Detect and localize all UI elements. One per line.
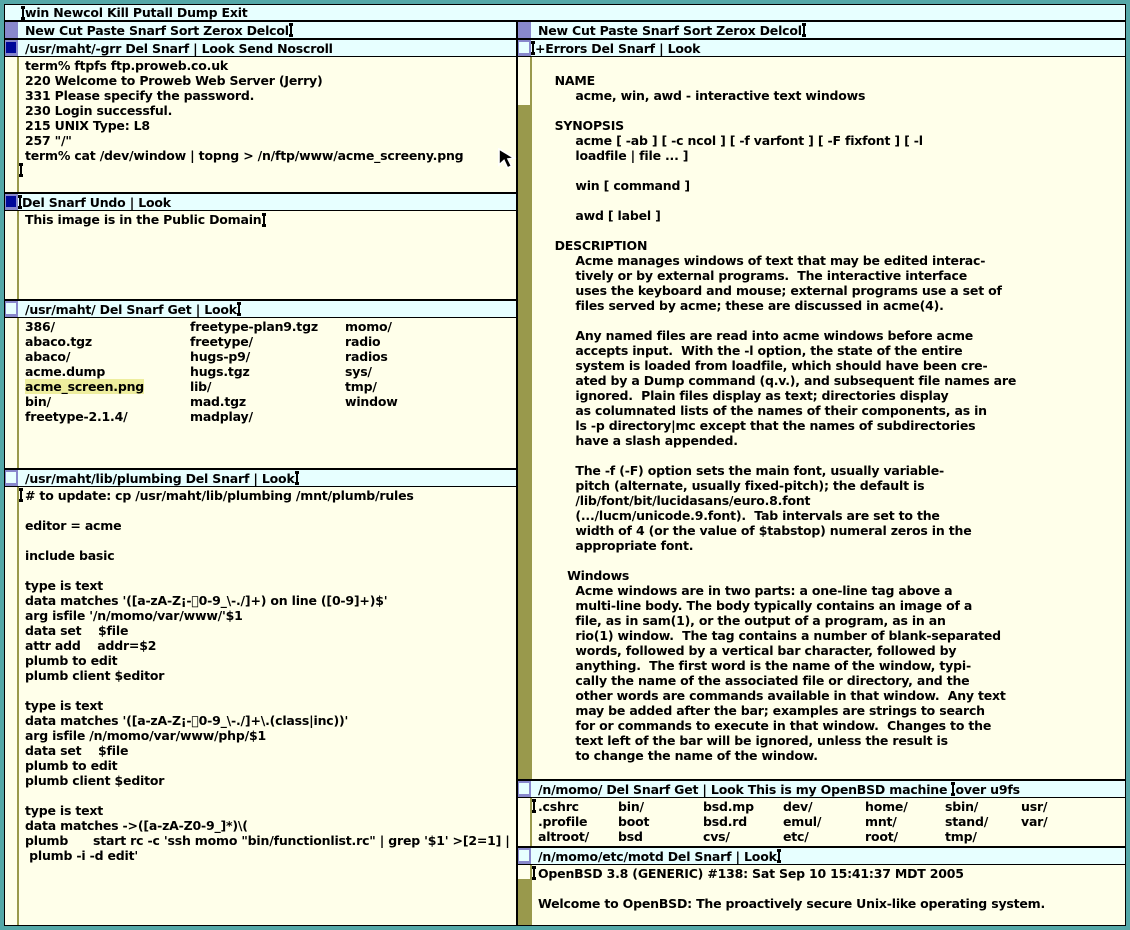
dir-entry[interactable]: bin/	[25, 394, 51, 409]
scrollbar[interactable]	[5, 487, 19, 925]
text-line	[25, 683, 516, 698]
text-line	[25, 563, 516, 578]
text-line: accepts input. With the -l option, the state of the entire	[538, 343, 963, 358]
text-line: appropriate font.	[538, 538, 694, 553]
mouse-pointer	[497, 148, 519, 172]
columns	[5, 22, 1125, 925]
window-motd-body[interactable]	[518, 865, 1125, 925]
dir-entry[interactable]: freetype/	[190, 334, 253, 349]
acme-frame	[4, 4, 1126, 926]
text-line: multi-line body. The body typically contains an image of a	[538, 598, 973, 613]
dir-entry[interactable]: window	[345, 394, 398, 409]
dirty-indicator[interactable]	[518, 848, 531, 864]
dir-entry[interactable]: tmp/	[345, 379, 377, 394]
text-line: Any named files are read into acme windows before acme	[538, 328, 974, 343]
text-line: ls -p directory|mc except that the names of subdirectories	[538, 418, 976, 433]
dir-entry[interactable]: hugs.tgz	[190, 364, 250, 379]
text-line: for or commands to execute in that window. Changes to the	[538, 718, 992, 733]
dir-entry[interactable]: altroot/	[538, 829, 589, 844]
dir-entry[interactable]: acme.dump	[25, 364, 106, 379]
window-errors-body[interactable]	[518, 57, 1125, 779]
dirty-indicator[interactable]	[5, 470, 18, 486]
text-line: uses the keyboard and mouse; external programs use a set of	[538, 283, 1002, 298]
text-line: # to update: cp /usr/maht/lib/plumbing /mnt/plumb/rules	[25, 488, 414, 503]
main-tag[interactable]	[5, 5, 1125, 22]
dirty-indicator[interactable]	[518, 40, 531, 56]
dir-entry[interactable]: bsd	[618, 829, 643, 844]
dir-entry[interactable]: radios	[345, 349, 388, 364]
text-line: /lib/font/bit/lucidasans/euro.8.font	[538, 493, 811, 508]
text-line: (.../lucm/unicode.9.font). Tab intervals are set to the	[538, 508, 940, 523]
text-line: plumb -i -d edit'	[25, 848, 139, 863]
text-line: files served by acme; these are discussed in acme(4).	[538, 298, 944, 313]
text-cursor	[533, 800, 535, 812]
dir-entry[interactable]: madplay/	[190, 409, 253, 424]
text-line: data matches '([a-zA-Z¡-￿0-9_\-./]+) on line ([0-9]+)$'	[25, 593, 388, 608]
text-line: SYNOPSIS	[538, 118, 624, 133]
dir-entry[interactable]: home/	[865, 799, 908, 814]
dir-entry[interactable]: bsd.rd	[703, 814, 747, 829]
dir-entry[interactable]: tmp/	[945, 829, 977, 844]
text-line: Acme windows are in two parts: a one-line tag above a	[538, 583, 953, 598]
window-momo-dir-body[interactable]	[518, 798, 1125, 846]
text-line	[538, 223, 1125, 238]
dir-entry[interactable]: bin/	[618, 799, 644, 814]
text-line	[538, 448, 1125, 463]
scrollbar[interactable]	[518, 57, 532, 779]
dir-entry[interactable]: sbin/	[945, 799, 979, 814]
dirty-indicator-box	[6, 42, 16, 53]
dir-entry[interactable]: freetype-plan9.tgz	[190, 319, 318, 334]
window-motd-tag[interactable]: /n/momo/etc/motd Del Snarf | Look	[518, 848, 1125, 865]
window-note-body[interactable]	[5, 211, 516, 299]
terminal-text	[19, 57, 516, 192]
text-line	[538, 193, 1125, 208]
text-line	[25, 788, 516, 803]
text-cursor	[296, 472, 298, 484]
text-line: NAME	[538, 73, 595, 88]
right-column	[518, 22, 1125, 925]
text-line: type is text	[25, 803, 104, 818]
window-maht-dir	[5, 299, 516, 468]
text-cursor	[20, 489, 22, 501]
text-line: Acme manages windows of text that may be edited interac-	[538, 253, 986, 268]
dir-entry[interactable]: var/	[1021, 814, 1048, 829]
window-errors-tag[interactable]: +Errors Del Snarf | Look	[518, 40, 1125, 57]
text-line: include basic	[25, 548, 115, 563]
scrollbar-thumb[interactable]	[518, 865, 530, 879]
text-line: may be added after the bar; examples are strings to search	[538, 703, 985, 718]
text-line: plumb start rc -c 'ssh momo "bin/functionlist.rc" | grep '$1' >[2=1] |	[25, 833, 510, 848]
dir-entry[interactable]: sys/	[345, 364, 372, 379]
dir-entry[interactable]: dev/	[783, 799, 813, 814]
scrollbar[interactable]	[5, 211, 19, 299]
dirty-indicator[interactable]	[5, 301, 18, 317]
text-line: other words are commands available in that window. Any text	[538, 688, 1006, 703]
text-line: type is text	[25, 698, 104, 713]
text-line: as columnated lists of the names of their components, as in	[538, 403, 987, 418]
text-line: 257 "/"	[25, 133, 72, 148]
window-note-tag[interactable]: Del Snarf Undo | Look	[5, 194, 516, 211]
text-line	[538, 881, 1125, 896]
text-line: data set $file	[25, 743, 129, 758]
text-line	[25, 533, 516, 548]
text-line: file, as in sam(1), or the output of a program, as in an	[538, 613, 946, 628]
text-line: Windows	[538, 568, 630, 583]
text-line: plumb client $editor	[25, 773, 165, 788]
text-line: cally the name of the associated file or directory, and the	[538, 673, 970, 688]
text-line: ated by a Dump command (q.v.), and subsequent file names are	[538, 373, 1017, 388]
window-momo-dir-tag[interactable]: /n/momo/ Del Snarf Get | Look This is my OpenBSD machine over u9fs	[518, 781, 1125, 798]
text-line: width of 4 (or the value of $tabstop) numeral zeros in the	[538, 523, 972, 538]
motd-text	[532, 865, 1125, 925]
dirty-indicator[interactable]	[5, 40, 18, 56]
text-cursor	[238, 303, 240, 315]
window-errors	[518, 38, 1125, 779]
text-line: tively or by external programs. The interactive interface	[538, 268, 967, 283]
scrollbar[interactable]	[5, 57, 19, 192]
text-line: attr add addr=$2	[25, 638, 157, 653]
scrollbar[interactable]	[518, 798, 532, 846]
dir-entry[interactable]: abaco.tgz	[25, 334, 92, 349]
dir-entry[interactable]: hugs-p9/	[190, 349, 250, 364]
text-line: acme, win, awd - interactive text windows	[538, 88, 866, 103]
text-line: arg isfile /n/momo/var/www/php/$1	[25, 728, 266, 743]
window-terminal-tag[interactable]: /usr/maht/-grr Del Snarf | Look Send Noscroll	[5, 40, 516, 57]
text-line: type is text	[25, 578, 104, 593]
text-cursor	[952, 783, 954, 795]
text-line	[538, 553, 1125, 568]
dirty-indicator-box	[519, 783, 529, 794]
text-cursor	[263, 214, 265, 226]
window-terminal	[5, 38, 516, 192]
scrollbar-thumb[interactable]	[518, 57, 530, 105]
window-note	[5, 192, 516, 299]
text-line: text left of the bar will be ignored, unless the result is	[538, 733, 948, 748]
window-plumbing-body[interactable]	[5, 487, 516, 925]
dir-entry[interactable]: mad.tgz	[190, 394, 246, 409]
text-line: win [ command ]	[538, 178, 690, 193]
text-line: Welcome to OpenBSD: The proactively secure Unix-like operating system.	[538, 896, 1046, 911]
text-line: term% ftpfs ftp.proweb.co.uk	[25, 58, 228, 73]
column-button[interactable]	[518, 22, 531, 38]
dir-entry[interactable]: usr/	[1021, 799, 1048, 814]
text-line: data set $file	[25, 623, 129, 638]
text-cursor	[19, 196, 21, 208]
column-button[interactable]	[5, 22, 18, 38]
text-cursor	[20, 164, 22, 176]
text-line	[538, 58, 1125, 73]
text-line: 331 Please specify the password.	[25, 88, 255, 103]
text-line: rio(1) window. The tag contains a number of blank-separated	[538, 628, 1001, 643]
dir-entry[interactable]: emul/	[783, 814, 822, 829]
dirty-indicator[interactable]	[518, 781, 531, 797]
text-line: awd [ label ]	[538, 208, 661, 223]
scrollbar[interactable]	[5, 318, 19, 468]
left-column	[5, 22, 516, 925]
text-cursor	[290, 24, 292, 36]
main-tag-commands: win Newcol Kill Putall Dump Exit	[25, 5, 248, 20]
text-cursor	[778, 850, 780, 862]
text-line: The -f (-F) option sets the main font, usually variable-	[538, 463, 945, 478]
dir-entry[interactable]: .profile	[538, 814, 588, 829]
text-line: anything. The first word is the name of the window, typi-	[538, 658, 971, 673]
text-line	[538, 163, 1125, 178]
dir-entry[interactable]: stand/	[945, 814, 989, 829]
window-plumbing-tag[interactable]: /usr/maht/lib/plumbing Del Snarf | Look	[5, 470, 516, 487]
text-line: plumb to edit	[25, 653, 118, 668]
scrollbar[interactable]	[518, 865, 532, 925]
dir-entry[interactable]: momo/	[345, 319, 392, 334]
dirty-indicator-box	[6, 472, 16, 483]
text-line: data matches '([a-zA-Z¡-￿0-9_\-./]+\.(class|inc))'	[25, 713, 349, 728]
dir-entry[interactable]: bsd.mp	[703, 799, 754, 814]
text-line: loadfile | file ... ]	[538, 148, 689, 163]
text-line: term% cat /dev/window | topng > /n/ftp/www/acme_screeny.png	[25, 148, 464, 163]
manpage-text	[532, 57, 1125, 779]
text-line: words, followed by a vertical bar character, followed by	[538, 643, 957, 658]
directory-listing	[25, 319, 516, 468]
text-line: plumb client $editor	[25, 668, 165, 683]
text-line: acme [ -ab ] [ -c ncol ] [ -f varfont ] [ -F fixfont ] [ -l	[538, 133, 923, 148]
text-line: pitch (alternate, usually fixed-pitch); the default is	[538, 478, 925, 493]
dir-entry[interactable]: 386/	[25, 319, 55, 334]
dirty-indicator-box	[519, 850, 529, 861]
directory-listing	[538, 799, 1125, 846]
text-line: data matches ->([a-zA-Z0-9_]*)\(	[25, 818, 248, 833]
left-column-tag[interactable]: New Cut Paste Snarf Sort Zerox Delcol	[5, 22, 516, 38]
dir-entry[interactable]: acme_screen.png	[25, 379, 145, 394]
dirty-indicator-box	[519, 42, 529, 53]
text-line: have a slash appended.	[538, 433, 738, 448]
text-line	[538, 103, 1125, 118]
text-line: 215 UNIX Type: L8	[25, 118, 150, 133]
text-cursor	[532, 42, 534, 54]
text-line: arg isfile '/n/momo/var/www/'$1	[25, 608, 243, 623]
dirty-indicator-box	[6, 196, 16, 207]
dir-entry[interactable]: etc/	[783, 829, 809, 844]
window-momo-dir	[518, 779, 1125, 846]
window-maht-dir-body[interactable]	[5, 318, 516, 468]
text-cursor	[533, 867, 535, 879]
dir-entry[interactable]: boot	[618, 814, 650, 829]
text-line: ignored. Plain files display as text; directories display	[538, 388, 949, 403]
dir-entry[interactable]: freetype-2.1.4/	[25, 409, 128, 424]
text-line: OpenBSD 3.8 (GENERIC) #138: Sat Sep 10 15:41:37 MDT 2005	[538, 866, 964, 881]
dir-entry[interactable]: cvs/	[703, 829, 730, 844]
dir-entry[interactable]: root/	[865, 829, 898, 844]
dirty-indicator[interactable]	[5, 194, 18, 210]
text-line: 230 Login successful.	[25, 103, 173, 118]
dir-entry[interactable]: mnt/	[865, 814, 897, 829]
text-line: editor = acme	[25, 518, 122, 533]
window-motd	[518, 846, 1125, 925]
note-text: This image is in the Public Domain	[19, 211, 516, 299]
right-column-tag[interactable]: New Cut Paste Snarf Sort Zerox Delcol	[518, 22, 1125, 38]
text-line: DESCRIPTION	[538, 238, 648, 253]
text-line: system is loaded from loadfile, which should have been cre-	[538, 358, 988, 373]
text-line	[25, 503, 516, 518]
dir-entry[interactable]: radio	[345, 334, 381, 349]
window-terminal-body[interactable]	[5, 57, 516, 192]
plumbing-text	[19, 487, 516, 925]
text-line	[538, 313, 1125, 328]
window-plumbing	[5, 468, 516, 925]
dir-entry[interactable]: lib/	[190, 379, 212, 394]
text-line: 220 Welcome to Proweb Web Server (Jerry)	[25, 73, 323, 88]
dir-entry[interactable]: abaco/	[25, 349, 71, 364]
text-cursor	[22, 7, 24, 19]
dir-entry[interactable]: .cshrc	[538, 799, 579, 814]
dirty-indicator-box	[6, 303, 16, 314]
window-maht-dir-tag[interactable]: /usr/maht/ Del Snarf Get | Look	[5, 301, 516, 318]
text-line: to change the name of the window.	[538, 748, 818, 763]
text-line: plumb to edit	[25, 758, 118, 773]
text-cursor	[803, 24, 805, 36]
